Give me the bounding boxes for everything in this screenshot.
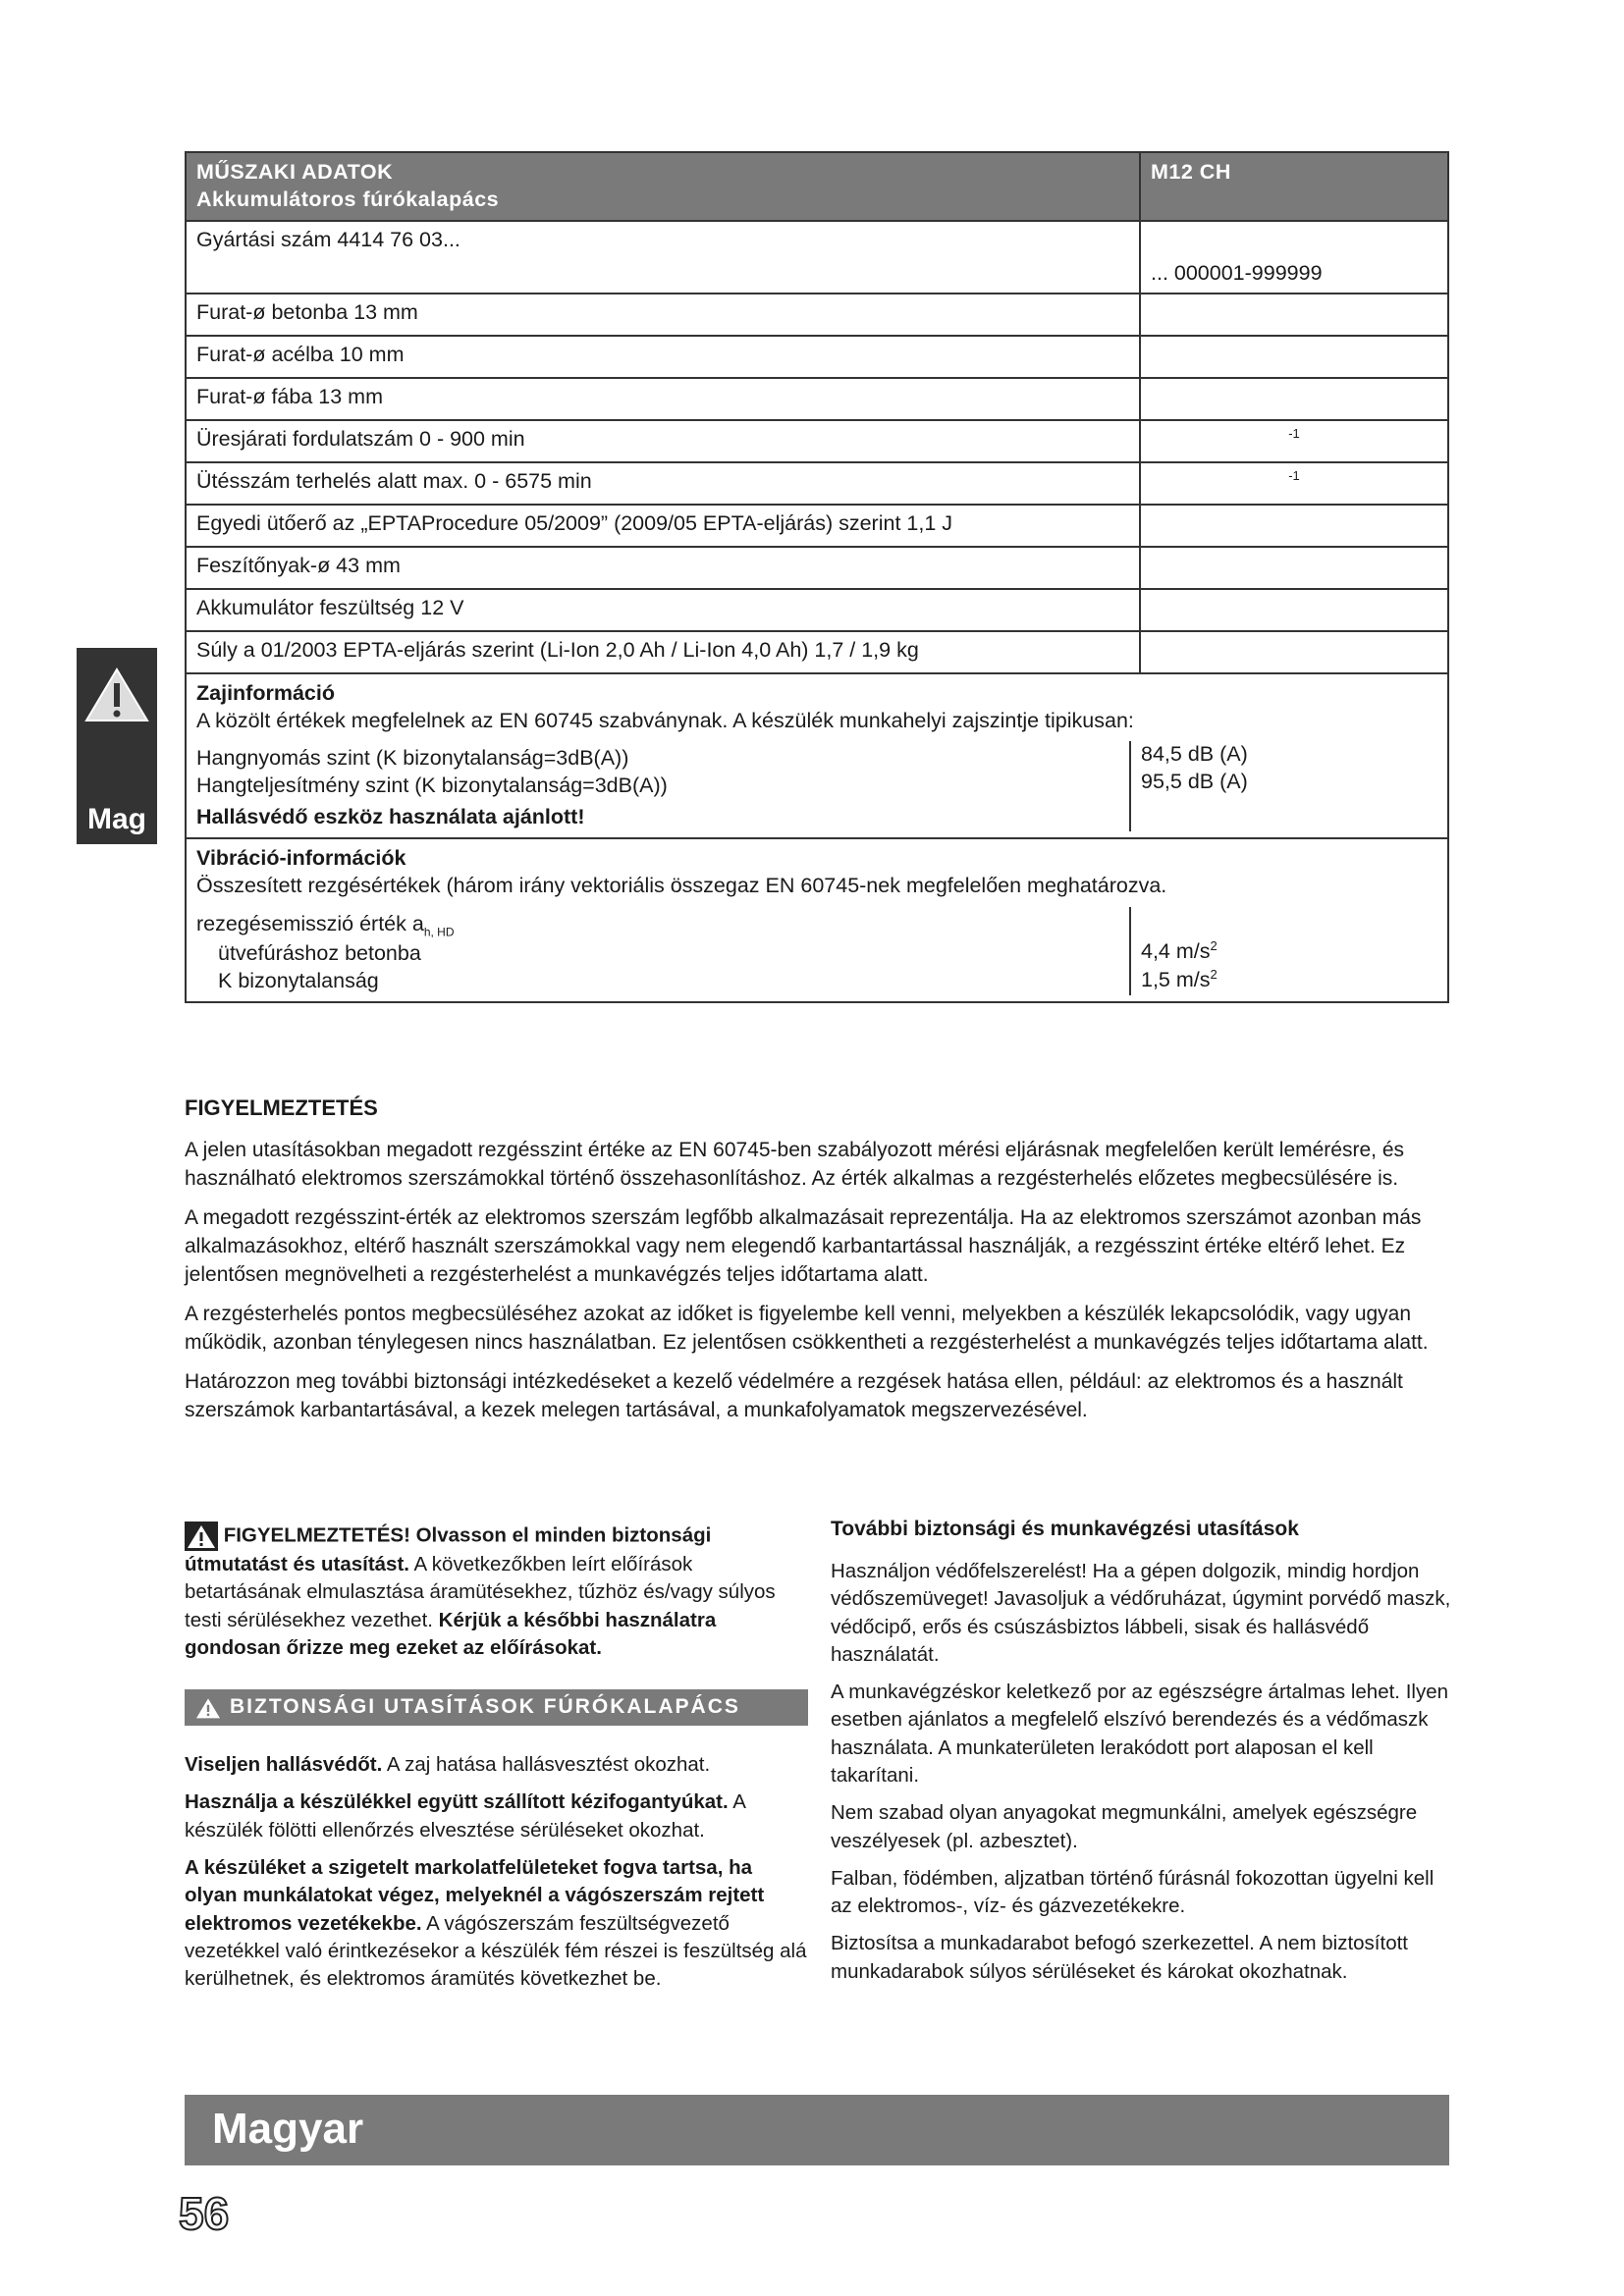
- warning-paragraph: A megadott rezgésszint-érték az elektromos szerszám legfőbb alkalmazásait reprezentálja. Ha az elektromos szerszámot azonban más alkalmazásokhoz, eltérő használt szerszámokkal vagy nem elegendő karbantartással használják, a rezgésszint értéke eltérő lehet. Ez jelentősen megnövelheti a rezgésterhelést a munkavégzés teljes időtartama alatt.: [185, 1205, 1422, 1287]
- spec-row-label: Feszítőnyak-ø 43 mm: [186, 547, 1140, 589]
- noise-value: 84,5 dB (A): [1141, 741, 1248, 766]
- warning-title: FIGYELMEZTETÉS: [185, 1095, 378, 1120]
- right-paragraph: Használjon védőfelszerelést! Ha a gépen dolgozik, mindig hordjon védőszemüveget! Javasoljuk a védőruházat, úgymint porvédő maszk, védőcipő, erős és csúszásbiztos lábbeli, sisak és hallásvédő használatát.: [831, 1559, 1451, 1666]
- footer-language: Magyar: [212, 2105, 364, 2153]
- unit-exponent: 2: [1210, 966, 1218, 982]
- safety-warning-text: A következőkben leírt előírások betartásának elmulasztása áramütésekhez, tűzhöz és/vagy súlyos testi sérülésekhez vezethet.: [185, 1553, 776, 1631]
- spec-row-value: -1: [1140, 462, 1448, 505]
- spec-row-label: Egyedi ütőerő az „EPTAProcedure 05/2009” (2009/05 EPTA-eljárás) szerint 1,1 J: [186, 505, 1140, 547]
- noise-value: 95,5 dB (A): [1141, 769, 1248, 793]
- vibration-value: 4,4 m/s: [1141, 939, 1211, 964]
- side-tab-label: Mag: [87, 803, 146, 835]
- right-paragraph: Biztosítsa a munkadarabot befogó szerkezettel. A nem biztosított munkadarabok súlyos sérüléseket és károkat okozhatnak.: [831, 1932, 1408, 1983]
- spec-row-value: [1140, 631, 1448, 673]
- noise-title: Zajinformáció: [196, 680, 335, 705]
- right-paragraph: Nem szabad olyan anyagokat megmunkálni, amelyek egészségre veszélyesek (pl. azbesztet).: [831, 1801, 1418, 1852]
- spec-row-value: [1140, 294, 1448, 336]
- noise-section: [186, 673, 1448, 838]
- warning-paragraph: A rezgésterhelés pontos megbecsüléséhez azokat az időket is figyelembe kell venni, melyekben a készülék lekapcsolódik, vagy ugyan működik, azonban ténylegesen nincs használatban. Ez jelentősen csökkentheti a rezgésterhelést a munkavégzés teljes időtartama alatt.: [185, 1302, 1429, 1355]
- spec-row-label: Furat-ø fába 13 mm: [186, 378, 1140, 420]
- spec-row-label: Gyártási szám 4414 76 03...: [186, 221, 1140, 294]
- right-paragraph: Falban, födémben, aljzatban történő fúrásnál fokozottan ügyelni kell az elektromos-, víz- és gázvezetékekre.: [831, 1866, 1435, 1918]
- spec-row-label: Furat-ø acélba 10 mm: [186, 336, 1140, 378]
- spec-row-value: [1140, 378, 1448, 420]
- safety-warning-bold: FIGYELMEZTETÉS! Olvasson el minden biztonsági útmutatást és utasítást.: [185, 1523, 712, 1575]
- noise-intro: A közölt értékek megfelelnek az EN 60745 szabványnak. A készülék munkahelyi zajszintje tipikusan:: [196, 708, 1134, 732]
- language-footer-band: [185, 2095, 1449, 2165]
- spec-row-label: Üresjárati fordulatszám 0 - 900 min: [186, 420, 1140, 462]
- warning-triangle-icon: [82, 662, 151, 760]
- unit-exponent: 2: [1210, 938, 1218, 954]
- vibration-title: Vibráció-információk: [196, 845, 406, 870]
- warning-paragraph: A jelen utasításokban megadott rezgésszint értéke az EN 60745-ben szabályozott mérési eljárásnak megfelelően került lemérésre, és használható elektromos szerszámokkal történő összehasonlításhoz. Az érték alkalmas a rezgésterhelés előzetes megbecsülésére is.: [185, 1138, 1405, 1191]
- noise-line: Hangnyomás szint (K bizonytalanság=3dB(A)): [196, 745, 629, 770]
- warning-icon: [185, 1522, 218, 1551]
- language-side-tab: [77, 648, 157, 844]
- spec-row-value: [1140, 505, 1448, 547]
- vibration-line: ütvefúráshoz betonba: [218, 941, 421, 966]
- spec-header-cell: [186, 152, 1140, 221]
- spec-row-value: [1140, 589, 1448, 631]
- safety-warning-keep: Kérjük a későbbi használatra gondosan őrizze meg ezeket az előírásokat.: [185, 1608, 717, 1659]
- instruction-text: A vágószerszám feszültségvezető vezetékkel való érintkezésekor a készülék fém részei is feszültség alá kerülhetnek, és elektromos áramütés következhet be.: [185, 1911, 807, 1991]
- spec-row-label: Akkumulátor feszültség 12 V: [186, 589, 1140, 631]
- section-band: [185, 1689, 808, 1726]
- spec-row-label: Furat-ø betonba 13 mm: [186, 294, 1140, 336]
- spec-table: [185, 151, 1449, 1003]
- spec-row-value: [1140, 547, 1448, 589]
- spec-title: MŰSZAKI ADATOK: [196, 160, 394, 184]
- warning-icon: [194, 1696, 222, 1720]
- spec-row-value: ... 000001-999999: [1140, 221, 1448, 294]
- section-title: BIZTONSÁGI UTASÍTÁSOK FÚRÓKALAPÁCS: [230, 1695, 740, 1719]
- noise-line: Hangteljesítmény szint (K bizonytalanság=3dB(A)): [196, 773, 668, 797]
- instruction-text: A zaj hatása hallásvesztést okozhat.: [382, 1753, 711, 1777]
- vibration-warning: [185, 1094, 1441, 1434]
- right-column-title: További biztonsági és munkavégzési utasítások: [831, 1518, 1299, 1540]
- instruction-text: A készülék fölötti ellenőrzés elvesztése sérüléseket okozhat.: [185, 1790, 745, 1842]
- right-paragraph: A munkavégzéskor keletkező por az egészségre ártalmas lehet. Ilyen esetben ajánlatos a megfelelő elszívó berendezés és a védőmaszk használata. A munkaterületen lerakódott port alaposan el kell takarítani.: [831, 1681, 1448, 1787]
- warning-paragraph: Határozzon meg további biztonsági intézkedéseket a kezelő védelmére a rezgések hatása ellen, például: az elektromos és a használt szerszámok karbantartásával, a kezek melegen tartásával, a munkafolyamatok megszervezésével.: [185, 1369, 1403, 1421]
- page-number: 56: [179, 2188, 230, 2239]
- spec-row-value: [1140, 336, 1448, 378]
- instruction-bold: Használja a készülékkel együtt szállított kézifogantyúkat.: [185, 1790, 729, 1814]
- spec-row-label: Ütésszám terhelés alatt max. 0 - 6575 min: [186, 462, 1140, 505]
- instruction-bold: Viseljen hallásvédőt.: [185, 1753, 383, 1777]
- spec-subtitle: Akkumulátoros fúrókalapács: [196, 187, 500, 211]
- vibration-intro: Összesített rezgésértékek (három irány vektoriális összegaz EN 60745-nek megfelelően meghatározva.: [196, 873, 1167, 897]
- vibration-emission-sub: h, HD: [423, 925, 455, 939]
- right-column: [831, 1516, 1451, 1996]
- noise-advice: Hallásvédő eszköz használata ajánlott!: [196, 804, 585, 828]
- vibration-emission-label: rezegésemisszió érték a: [196, 912, 424, 936]
- spec-model: M12 CH: [1140, 152, 1448, 221]
- vibration-section: [186, 838, 1448, 1003]
- instruction-bold: A készüléket a szigetelt markolatfelületeket fogva tartsa, ha olyan munkálatokat végez, melyeknél a vágószerszám rejtett elektromos vezetékekbe.: [185, 1855, 765, 1935]
- spec-row-value: -1: [1140, 420, 1448, 462]
- vibration-value: 1,5 m/s: [1141, 967, 1211, 991]
- vibration-line: K bizonytalanság: [218, 969, 379, 993]
- left-column: [185, 1522, 808, 2002]
- spec-row-label: Súly a 01/2003 EPTA-eljárás szerint (Li-Ion 2,0 Ah / Li-Ion 4,0 Ah) 1,7 / 1,9 kg: [186, 631, 1140, 673]
